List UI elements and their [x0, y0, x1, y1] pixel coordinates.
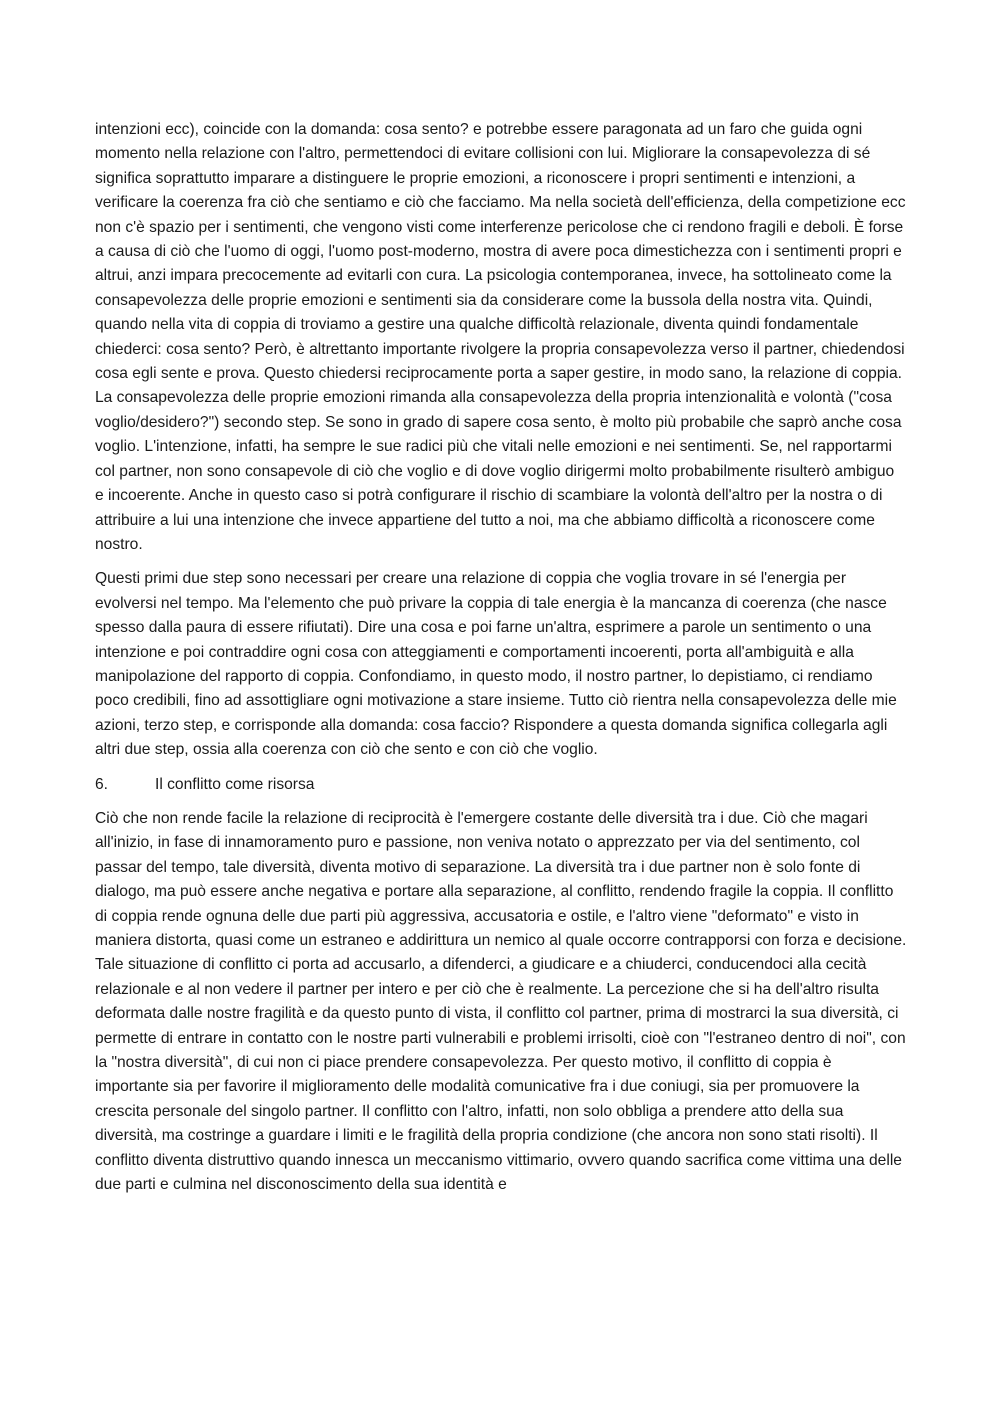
section-heading: [95, 773, 907, 797]
paragraph-conflitto: Ciò che non rende facile la relazione di reciprocità è l'emergere costante delle diversità tra i due. Ciò che magari all'inizio, in fase di innamoramento puro e passione, non veniva notato o apprezzato per via del sentimento, col passar del tempo, tale diversità, diventa motivo di separazione. La diversità tra i due partner non è solo fonte di dialogo, ma può essere anche negativa e portare alla separazione, al conflitto, rendendo fragile la coppia. Il conflitto di coppia rende ognuna delle due parti più aggressiva, accusatoria e ostile, e l'altro viene "deformato" e visto in maniera distorta, quasi come un estraneo e addirittura un nemico al quale occorre contrapporsi con forza e decisione. Tale situazione di conflitto ci porta ad accusarlo, a difenderci, a giudicare e a chiuderci, conducendoci alla cecità relazionale e al non vedere il partner per intero e per ciò che è realmente. La percezione che si ha dell'altro risulta deformata dalle nostre fragilità e da questo punto di vista, il conflitto col partner, prima di mostrarci la sua diversità, ci permette di entrare in contatto con le nostre parti vulnerabili e problemi irrisolti, cioè con "l'estraneo dentro di noi", con la "nostra diversità", di cui non ci piace prendere consapevolezza. Per questo motivo, il conflitto di coppia è importante sia per favorire il miglioramento delle modalità comunicative fra i due coniugi, sia per promuovere la crescita personale del singolo partner. Il conflitto con l'altro, infatti, non solo obbliga a prendere atto della sua diversità, ma costringe a guardare i limiti e le fragilità della propria condizione (che ancora non sono stati risolti). Il conflitto diventa distruttivo quando innesca un meccanismo vittimario, ovvero quando sacrifica come vittima una delle due parti e culmina nel disconoscimento della sua identità e: [95, 809, 907, 1194]
section-title: Il conflitto come risorsa: [155, 775, 315, 793]
paragraph-consapevolezza: intenzioni ecc), coincide con la domanda: cosa sento? e potrebbe essere paragonata ad un faro che guida ogni momento nella relazione con l'altro, permettendoci di evitare collisioni con lui. Migliorare la consapevolezza di sé significa soprattutto imparare a distinguere le proprie emozioni, a riconoscere i propri sentimenti e intenzioni, a verificare la coerenza fra ciò che sentiamo e ciò che facciamo. Ma nella società dell'efficienza, della competizione ecc non c'è spazio per i sentimenti, che vengono visti come interferenze pericolose che ci rendono fragili e deboli. È forse a causa di ciò che l'uomo di oggi, l'uomo post-moderno, mostra di avere poca dimestichezza con i sentimenti propri e altrui, anzi impara precocemente ad evitarli con cura. La psicologia contemporanea, invece, ha sottolineato come la consapevolezza delle proprie emozioni e sentimenti sia da considerare come la bussola della nostra vita. Quindi, quando nella vita di coppia di troviamo a gestire una qualche difficoltà relazionale, diventa quindi fondamentale chiederci: cosa sento? Però, è altrettanto importante rivolgere la propria consapevolezza verso il partner, chiedendosi cosa egli sente e prova. Questo chiedersi reciprocamente porta a saper gestire, in modo sano, la relazione di coppia. La consapevolezza delle proprie emozioni rimanda alla consapevolezza della propria intenzionalità e volontà ("cosa voglio/desidero?") secondo step. Se sono in grado di sapere cosa sento, è molto più probabile che saprò anche cosa voglio. L'intenzione, infatti, ha sempre le sue radici più che vitali nelle emozioni e nei sentimenti. Se, nel rapportarmi col partner, non sono consapevole di ciò che voglio e di dove voglio dirigermi molto probabilmente risulterò ambiguo e incoerente. Anche in questo caso si potrà configurare il rischio di scambiare la volontà dell'altro per la nostra o di attribuire a lui una intenzione che invece appartiene del tutto a noi, ma che abbiamo difficoltà a riconoscere come nostro.: [95, 121, 906, 553]
document-page: [95, 118, 907, 1207]
paragraph-coerenza: Questi primi due step sono necessari per creare una relazione di coppia che voglia trovare in sé l'energia per evolversi nel tempo. Ma l'elemento che può privare la coppia di tale energia è la mancanza di coerenza (che nasce spesso dalla paura di essere rifiutati). Dire una cosa e poi farne un'altra, esprimere a parole un sentimento o una intenzione e poi contraddire ogni cosa con atteggiamenti e comportamenti incoerenti, porta all'ambiguità e alla manipolazione del rapporto di coppia. Confondiamo, in questo modo, il nostro partner, lo depistiamo, ci rendiamo poco credibili, fino ad assottigliare ogni motivazione a stare insieme. Tutto ciò rientra nella consapevolezza delle mie azioni, terzo step, e corrisponde alla domanda: cosa faccio? Rispondere a questa domanda significa collegarla agli altri due step, ossia alla coerenza con ciò che sento e con ciò che voglio.: [95, 570, 897, 759]
section-number: 6.: [95, 775, 109, 793]
